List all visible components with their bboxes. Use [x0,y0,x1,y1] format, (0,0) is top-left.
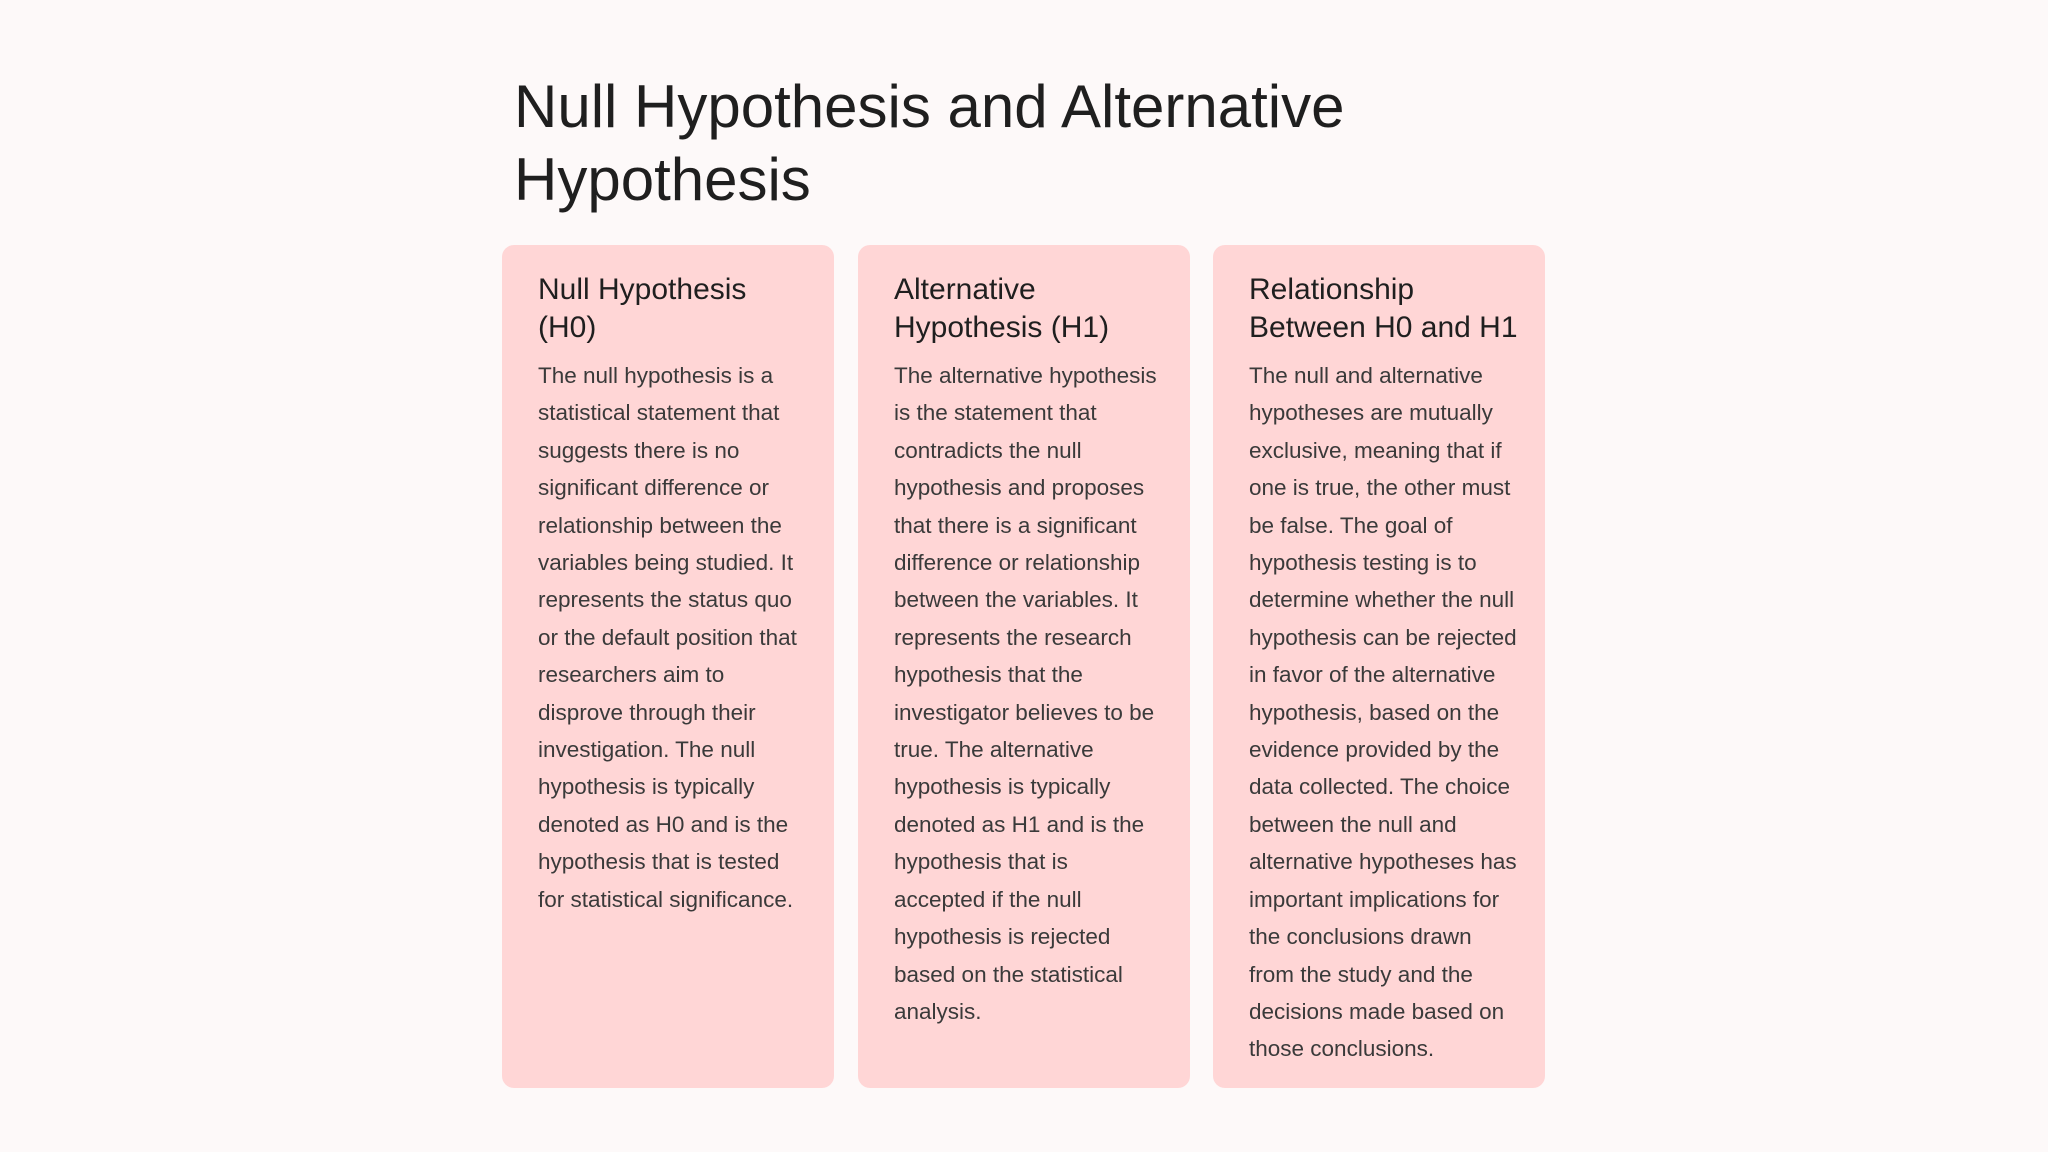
card-title: Relationship Between H0 and H1 [1249,273,1518,344]
card-body: The alternative hypothesis is the statement that contradicts the null hypothesis and proposes that there is a significant difference or relationship between the variables. It represents the research hypothesis that the investigator believes to be true. The alternative hypothesis is typically denoted as H1 and is the hypothesis that is accepted if the null hypothesis is rejected based on the statistical analysis. [894,363,1157,1024]
slide-title: Null Hypothesis and Alternative Hypothesis [514,73,1345,213]
card-relationship [1213,245,1545,1088]
card-title: Null Hypothesis (H0) [538,273,747,344]
card-null-hypothesis [502,245,834,1088]
card-body: The null hypothesis is a statistical statement that suggests there is no significant difference or relationship between the variables being studied. It represents the status quo or the default position that researchers aim to disprove through their investigation. The null hypothesis is typically denoted as H0 and is the hypothesis that is tested for statistical significance. [538,363,797,912]
card-body: The null and alternative hypotheses are mutually exclusive, meaning that if one is true, the other must be false. The goal of hypothesis testing is to determine whether the null hypothesis can be rejected in favor of the alternative hypothesis, based on the evidence provided by the data collected. The choice between the null and alternative hypotheses has important implications for the conclusions drawn from the study and the decisions made based on those conclusions. [1249,363,1517,1062]
card-alternative-hypothesis [858,245,1190,1088]
card-title: Alternative Hypothesis (H1) [894,273,1110,344]
